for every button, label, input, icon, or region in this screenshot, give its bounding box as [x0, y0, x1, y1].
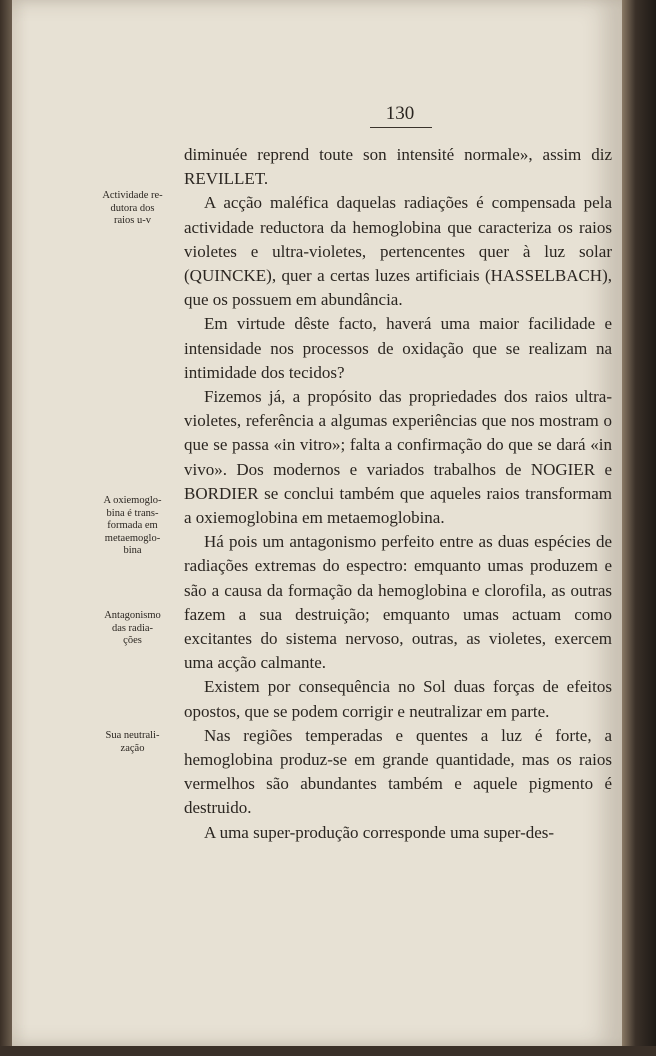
paragraph: A uma super-produção corresponde uma super-des- [204, 822, 555, 842]
page-number: 130 [385, 103, 415, 124]
paragraph: A acção maléfica daquelas radiações é compensada pela actividade reductora da hemoglobina que caracteriza os raios violetes e ultra-violetes, pertencentes quer à luz solar (QUINCKE), quer a certas luzes artificiais (HASSELBACH), que os possuem em abundância. [184, 193, 612, 310]
book-bottom-edge [0, 1046, 656, 1056]
body-text [184, 143, 612, 845]
paragraph: diminuée reprend toute son intensité normale», assim diz REVILLET. [184, 145, 612, 189]
paragraph: Em virtude dêste facto, haverá uma maior facilidade e intensidade nos processos de oxidação que se realizam na intimidade dos tecidos? [184, 314, 612, 382]
margin-note-text: Actividade re- dutora dos raios u-v [102, 190, 163, 226]
margin-note-text: A oxiemoglo- bina é trans- formada em metaemoglo- bina [103, 495, 162, 556]
page-number-rule [370, 127, 432, 128]
margin-note-neutralizacao [85, 730, 180, 755]
paragraph: Nas regiões temperadas e quentes a luz é forte, a hemoglobina produz-se em grande quantidade, mas os raios vermelhos são abundantes também e aquele pigmento é destruido. [184, 725, 612, 818]
margin-note-text: Antagonismo das radia- ções [104, 610, 161, 646]
paragraph: Há pois um antagonismo perfeito entre as duas espécies de radiações extremas do espectro: emquanto umas produzem e são a causa da formação da hemoglobina e clorofila, as outras fazem a sua destruição; emquanto umas actuam como excitantes do sistema nervoso, outras, as violetes, exercem uma acção calmante. [184, 532, 612, 673]
book-gutter-shadow [622, 0, 656, 1056]
paragraph: Existem por consequência no Sol duas forças de efeitos opostos, que se podem corrigir e neutralizar em parte. [184, 677, 612, 721]
margin-note-text: Sua neutrali- zação [105, 730, 160, 754]
margin-note-actividade [85, 190, 180, 228]
margin-note-oxiemoglobina [85, 495, 180, 558]
book-left-edge [0, 0, 12, 1056]
margin-note-antagonismo [85, 610, 180, 648]
paragraph: Fizemos já, a propósito das propriedades dos raios ultra-violetes, referência a algumas experiências que nos mostram o que se passa «in vitro»; falta a confirmação do que se dará «in vivo». Dos modernos e variados trabalhos de NOGIER e BORDIER se conclui também que aqueles raios transformam a oxiemoglobina em metaemoglobina. [184, 387, 612, 528]
